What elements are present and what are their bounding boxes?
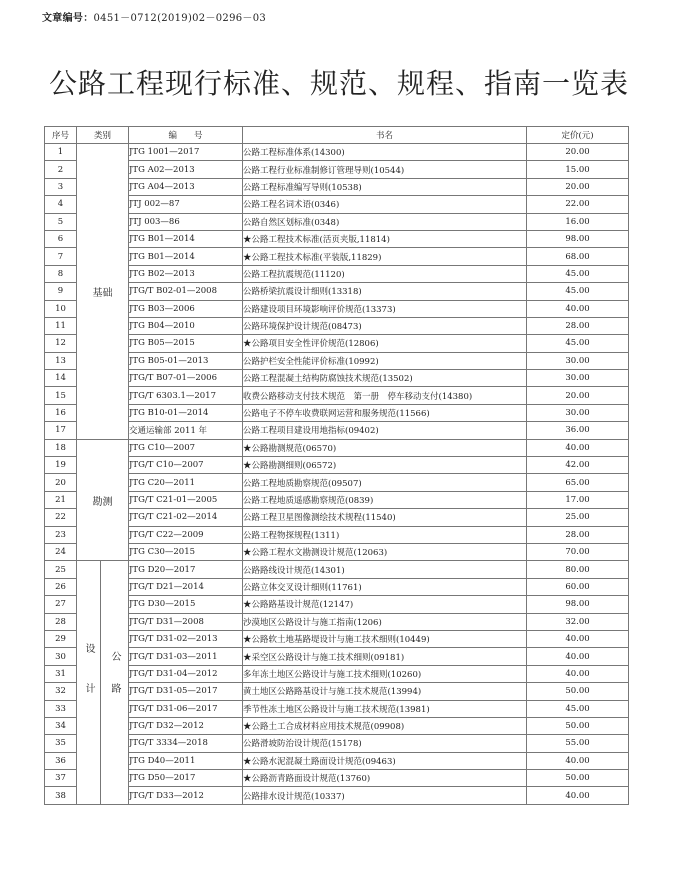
row-title: 黄土地区公路路基设计与施工技术规范(13994) xyxy=(243,683,527,700)
row-price: 45.00 xyxy=(527,265,629,282)
table-row xyxy=(45,248,629,265)
table-row xyxy=(45,387,629,404)
table-row xyxy=(45,161,629,178)
row-code: JTG B05-01—2013 xyxy=(129,352,243,369)
row-title: ★公路沥青路面设计规范(13760) xyxy=(243,770,527,787)
row-title: 公路工程混凝土结构防腐蚀技术规范(13502) xyxy=(243,370,527,387)
row-seq: 2 xyxy=(45,161,77,178)
row-price: 45.00 xyxy=(527,283,629,300)
row-code: JTG A02—2013 xyxy=(129,161,243,178)
row-price: 40.00 xyxy=(527,439,629,456)
column-header-code: 编 号 xyxy=(129,127,243,144)
row-title: 公路滑坡防治设计规范(15178) xyxy=(243,735,527,752)
table-row xyxy=(45,474,629,491)
row-code: JTG/T C22—2009 xyxy=(129,526,243,543)
table-row xyxy=(45,717,629,734)
table-row xyxy=(45,509,629,526)
row-seq: 15 xyxy=(45,387,77,404)
article-number-line xyxy=(42,9,266,24)
row-title: 公路护栏安全性能评价标准(10992) xyxy=(243,352,527,369)
row-code: JTG/T D31-02—2013 xyxy=(129,630,243,647)
row-seq: 5 xyxy=(45,213,77,230)
column-header-seq: 序号 xyxy=(45,127,77,144)
row-title: ★公路水泥混凝土路面设计规范(09463) xyxy=(243,752,527,769)
row-price: 80.00 xyxy=(527,561,629,578)
row-code: JTG D30—2015 xyxy=(129,596,243,613)
row-title: ★公路工程技术标准(活页夹版,11814) xyxy=(243,230,527,247)
row-title: 公路电子不停车收费联网运营和服务规范(11566) xyxy=(243,404,527,421)
row-seq: 31 xyxy=(45,665,77,682)
row-code: JTG/T B02-01—2008 xyxy=(129,283,243,300)
article-number-label: 文章编号： xyxy=(42,13,94,24)
category-cell: 设计 xyxy=(77,561,101,804)
row-price: 30.00 xyxy=(527,370,629,387)
row-price: 36.00 xyxy=(527,422,629,439)
row-seq: 28 xyxy=(45,613,77,630)
row-seq: 20 xyxy=(45,474,77,491)
row-code: JTG/T D31-06—2017 xyxy=(129,700,243,717)
table-row xyxy=(45,196,629,213)
table-row xyxy=(45,491,629,508)
table-row xyxy=(45,665,629,682)
row-code: JTG B10-01—2014 xyxy=(129,404,243,421)
table-row xyxy=(45,404,629,421)
row-price: 50.00 xyxy=(527,770,629,787)
row-seq: 29 xyxy=(45,630,77,647)
row-price: 15.00 xyxy=(527,161,629,178)
row-title: 公路工程地质勘察规范(09507) xyxy=(243,474,527,491)
row-seq: 16 xyxy=(45,404,77,421)
row-seq: 1 xyxy=(45,144,77,161)
row-seq: 4 xyxy=(45,196,77,213)
row-price: 16.00 xyxy=(527,213,629,230)
table-header xyxy=(45,127,629,144)
row-seq: 9 xyxy=(45,283,77,300)
row-seq: 32 xyxy=(45,683,77,700)
row-title: 公路桥梁抗震设计细则(13318) xyxy=(243,283,527,300)
row-code: JTG B02—2013 xyxy=(129,265,243,282)
table-body xyxy=(45,144,629,805)
table-row xyxy=(45,300,629,317)
row-price: 42.00 xyxy=(527,457,629,474)
row-title: 公路建设项目环境影响评价规范(13373) xyxy=(243,300,527,317)
row-code: JTG/T 3334—2018 xyxy=(129,735,243,752)
row-seq: 14 xyxy=(45,370,77,387)
row-title: 公路工程标准体系(14300) xyxy=(243,144,527,161)
row-price: 40.00 xyxy=(527,648,629,665)
row-price: 20.00 xyxy=(527,387,629,404)
table-row xyxy=(45,213,629,230)
row-code: JTG/T B07-01—2006 xyxy=(129,370,243,387)
row-price: 40.00 xyxy=(527,300,629,317)
category-cell: 勘测 xyxy=(77,439,129,561)
row-price: 98.00 xyxy=(527,596,629,613)
row-price: 30.00 xyxy=(527,404,629,421)
row-price: 40.00 xyxy=(527,630,629,647)
row-seq: 7 xyxy=(45,248,77,265)
row-title: ★公路勘测细则(06572) xyxy=(243,457,527,474)
row-code: JTG/T C10—2007 xyxy=(129,457,243,474)
table-row xyxy=(45,752,629,769)
row-price: 32.00 xyxy=(527,613,629,630)
row-seq: 25 xyxy=(45,561,77,578)
row-code: JTG B04—2010 xyxy=(129,317,243,334)
row-price: 40.00 xyxy=(527,665,629,682)
row-seq: 17 xyxy=(45,422,77,439)
row-seq: 26 xyxy=(45,578,77,595)
row-title: 公路立体交叉设计细则(11761) xyxy=(243,578,527,595)
row-seq: 24 xyxy=(45,543,77,560)
row-seq: 27 xyxy=(45,596,77,613)
table-row xyxy=(45,317,629,334)
table-row xyxy=(45,648,629,665)
row-seq: 6 xyxy=(45,230,77,247)
row-code: JTG B05—2015 xyxy=(129,335,243,352)
row-title: 沙漠地区公路设计与施工指南(1206) xyxy=(243,613,527,630)
row-price: 22.00 xyxy=(527,196,629,213)
row-seq: 19 xyxy=(45,457,77,474)
row-seq: 37 xyxy=(45,770,77,787)
row-price: 50.00 xyxy=(527,717,629,734)
row-price: 70.00 xyxy=(527,543,629,560)
row-title: ★采空区公路设计与施工技术细则(09181) xyxy=(243,648,527,665)
row-price: 45.00 xyxy=(527,700,629,717)
row-title: ★公路工程技术标准(平装版,11829) xyxy=(243,248,527,265)
row-title: 季节性冻土地区公路设计与施工技术规范(13981) xyxy=(243,700,527,717)
row-code: JTG/T C21-01—2005 xyxy=(129,491,243,508)
row-price: 98.00 xyxy=(527,230,629,247)
table-row xyxy=(45,613,629,630)
article-number-value: 0451－0712(2019)02－0296－03 xyxy=(93,13,267,24)
row-title: 收费公路移动支付技术规范 第一册 停车移动支付(14380) xyxy=(243,387,527,404)
page-title: 公路工程现行标准、规范、规程、指南一览表 xyxy=(48,67,629,100)
row-title: 公路自然区划标准(0348) xyxy=(243,213,527,230)
row-code: JTG/T D31-03—2011 xyxy=(129,648,243,665)
row-code: JTG/T 6303.1—2017 xyxy=(129,387,243,404)
row-seq: 34 xyxy=(45,717,77,734)
column-header-name: 书名 xyxy=(243,127,527,144)
table-row xyxy=(45,543,629,560)
row-code: 交通运输部 2011 年 xyxy=(129,422,243,439)
row-title: 公路路线设计规范(14301) xyxy=(243,561,527,578)
table-row xyxy=(45,283,629,300)
table-row xyxy=(45,700,629,717)
row-seq: 11 xyxy=(45,317,77,334)
row-code: JTG/T D31—2008 xyxy=(129,613,243,630)
row-price: 40.00 xyxy=(527,752,629,769)
row-code: JTG C20—2011 xyxy=(129,474,243,491)
row-price: 30.00 xyxy=(527,352,629,369)
row-title: 公路工程地质遥感勘察规范(0839) xyxy=(243,491,527,508)
row-title: ★公路土工合成材料应用技术规范(09908) xyxy=(243,717,527,734)
row-seq: 22 xyxy=(45,509,77,526)
row-seq: 18 xyxy=(45,439,77,456)
table-row xyxy=(45,630,629,647)
row-code: JTG/T D32—2012 xyxy=(129,717,243,734)
table-row xyxy=(45,178,629,195)
table-row xyxy=(45,578,629,595)
row-code: JTG/T D31-04—2012 xyxy=(129,665,243,682)
row-price: 28.00 xyxy=(527,526,629,543)
row-seq: 30 xyxy=(45,648,77,665)
row-price: 60.00 xyxy=(527,578,629,595)
row-price: 40.00 xyxy=(527,787,629,804)
row-title: 公路工程行业标准制修订管理导则(10544) xyxy=(243,161,527,178)
row-seq: 36 xyxy=(45,752,77,769)
table-row xyxy=(45,439,629,456)
row-seq: 21 xyxy=(45,491,77,508)
row-code: JTG D40—2011 xyxy=(129,752,243,769)
table-row xyxy=(45,770,629,787)
row-seq: 10 xyxy=(45,300,77,317)
row-title: 多年冻土地区公路设计与施工技术细则(10260) xyxy=(243,665,527,682)
row-title: ★公路软土地基路堤设计与施工技术细则(10449) xyxy=(243,630,527,647)
row-code: JTG D20—2017 xyxy=(129,561,243,578)
row-title: ★公路项目安全性评价规范(12806) xyxy=(243,335,527,352)
row-price: 45.00 xyxy=(527,335,629,352)
row-code: JTG A04—2013 xyxy=(129,178,243,195)
table-row xyxy=(45,457,629,474)
table-row xyxy=(45,230,629,247)
standards-table xyxy=(44,126,629,805)
row-seq: 3 xyxy=(45,178,77,195)
table-row xyxy=(45,422,629,439)
row-seq: 13 xyxy=(45,352,77,369)
row-title: 公路工程卫星图像测绘技术规程(11540) xyxy=(243,509,527,526)
row-code: JTG B01—2014 xyxy=(129,230,243,247)
row-code: JTG D50—2017 xyxy=(129,770,243,787)
row-title: 公路环境保护设计规范(08473) xyxy=(243,317,527,334)
row-title: 公路工程抗震规范(11120) xyxy=(243,265,527,282)
row-price: 20.00 xyxy=(527,178,629,195)
row-title: ★公路工程水文勘测设计规范(12063) xyxy=(243,543,527,560)
table-row xyxy=(45,335,629,352)
row-seq: 35 xyxy=(45,735,77,752)
row-price: 55.00 xyxy=(527,735,629,752)
row-code: JTG C30—2015 xyxy=(129,543,243,560)
row-seq: 8 xyxy=(45,265,77,282)
row-seq: 23 xyxy=(45,526,77,543)
row-title: ★公路路基设计规范(12147) xyxy=(243,596,527,613)
row-code: JTG C10—2007 xyxy=(129,439,243,456)
row-price: 68.00 xyxy=(527,248,629,265)
row-title: 公路工程标准编写导则(10538) xyxy=(243,178,527,195)
row-code: JTG B01—2014 xyxy=(129,248,243,265)
row-price: 20.00 xyxy=(527,144,629,161)
row-price: 17.00 xyxy=(527,491,629,508)
row-code: JTG/T D21—2014 xyxy=(129,578,243,595)
row-code: JTG/T D31-05—2017 xyxy=(129,683,243,700)
table-row xyxy=(45,370,629,387)
category-cell: 基础 xyxy=(77,144,129,440)
row-title: 公路工程项目建设用地指标(09402) xyxy=(243,422,527,439)
row-code: JTJ 002—87 xyxy=(129,196,243,213)
table-row xyxy=(45,352,629,369)
row-title: 公路工程名词术语(0346) xyxy=(243,196,527,213)
table-row xyxy=(45,735,629,752)
column-header-category: 类别 xyxy=(77,127,129,144)
row-seq: 33 xyxy=(45,700,77,717)
column-header-price: 定价(元) xyxy=(527,127,629,144)
row-title: ★公路勘测规范(06570) xyxy=(243,439,527,456)
row-price: 25.00 xyxy=(527,509,629,526)
subcategory-cell: 公路 xyxy=(101,561,129,804)
row-code: JTG B03—2006 xyxy=(129,300,243,317)
row-price: 50.00 xyxy=(527,683,629,700)
table-row xyxy=(45,144,629,161)
row-price: 28.00 xyxy=(527,317,629,334)
table-row xyxy=(45,265,629,282)
table-row xyxy=(45,787,629,804)
row-price: 65.00 xyxy=(527,474,629,491)
table-row xyxy=(45,561,629,578)
row-seq: 12 xyxy=(45,335,77,352)
row-code: JTG/T C21-02—2014 xyxy=(129,509,243,526)
row-code: JTG 1001—2017 xyxy=(129,144,243,161)
row-title: 公路工程物探规程(1311) xyxy=(243,526,527,543)
table-row xyxy=(45,596,629,613)
row-code: JTG/T D33—2012 xyxy=(129,787,243,804)
row-code: JTJ 003—86 xyxy=(129,213,243,230)
table-row xyxy=(45,526,629,543)
row-seq: 38 xyxy=(45,787,77,804)
row-title: 公路排水设计规范(10337) xyxy=(243,787,527,804)
table-row xyxy=(45,683,629,700)
